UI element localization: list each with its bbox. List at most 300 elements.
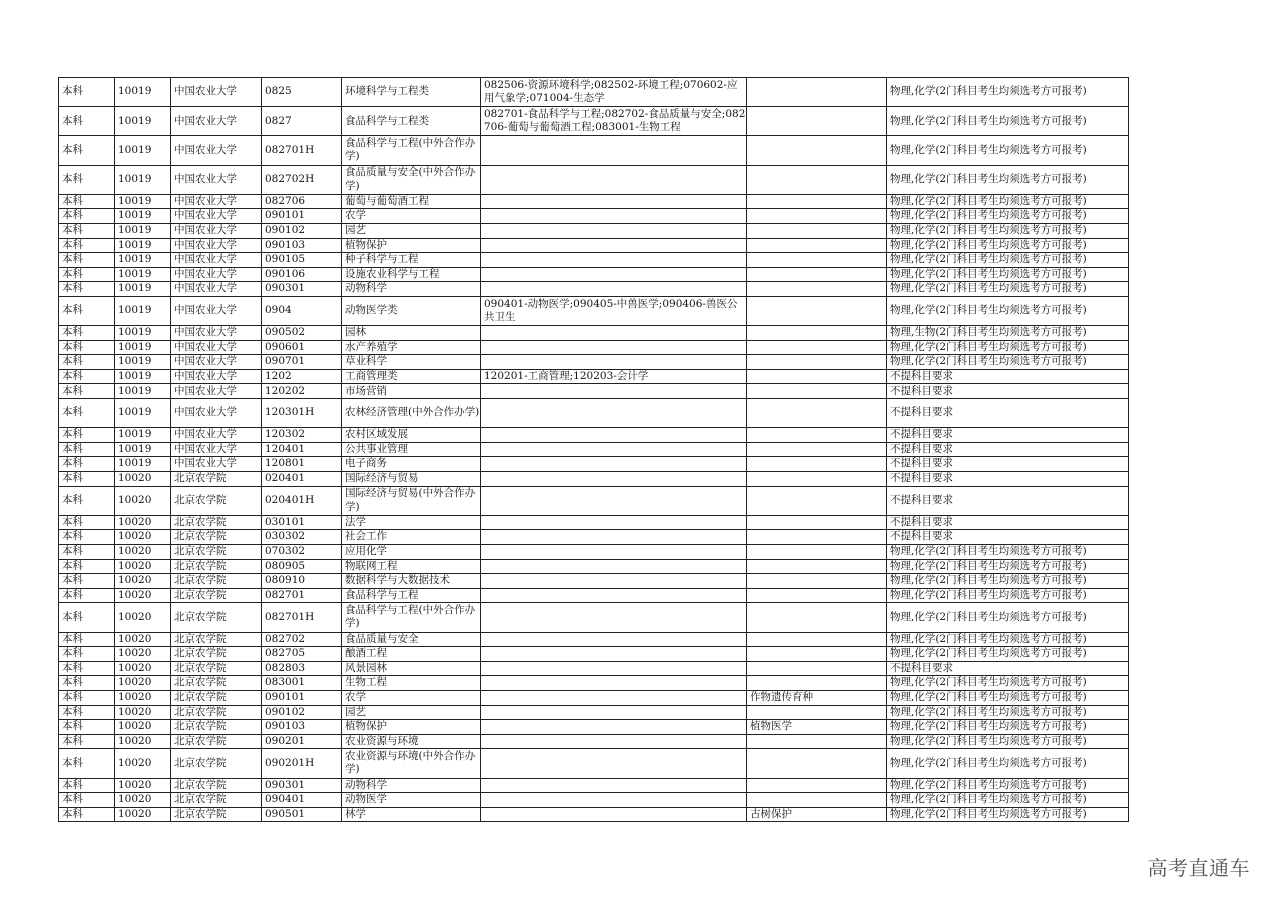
cell-major-name: 植物保护 <box>342 238 481 253</box>
cell-remark <box>747 384 887 399</box>
cell-school-name: 北京农学院 <box>171 632 262 647</box>
cell-subject-requirement: 物理,化学(2门科目考生均须选考方可报考) <box>887 282 1129 297</box>
cell-major-code: 0825 <box>262 78 342 107</box>
cell-level: 本科 <box>59 603 115 632</box>
cell-remark <box>747 165 887 194</box>
cell-level: 本科 <box>59 428 115 443</box>
cell-remark <box>747 632 887 647</box>
table-row <box>59 661 1129 676</box>
cell-school-code: 10020 <box>115 793 171 808</box>
cell-remark <box>747 588 887 603</box>
cell-included-majors <box>481 267 747 282</box>
watermark: 高考直通车 <box>1147 856 1250 880</box>
cell-school-name: 中国农业大学 <box>171 355 262 370</box>
cell-level: 本科 <box>59 545 115 560</box>
cell-remark <box>747 574 887 589</box>
cell-remark <box>747 515 887 530</box>
cell-level: 本科 <box>59 632 115 647</box>
cell-school-name: 北京农学院 <box>171 647 262 662</box>
cell-subject-requirement: 物理,化学(2门科目考生均须选考方可报考) <box>887 749 1129 778</box>
cell-school-name: 中国农业大学 <box>171 442 262 457</box>
cell-included-majors <box>481 778 747 793</box>
cell-school-code: 10020 <box>115 661 171 676</box>
cell-school-code: 10019 <box>115 282 171 297</box>
table-row <box>59 165 1129 194</box>
cell-subject-requirement: 不提科目要求 <box>887 486 1129 515</box>
cell-remark <box>747 340 887 355</box>
table-row <box>59 705 1129 720</box>
cell-major-code: 082706 <box>262 194 342 209</box>
cell-school-code: 10020 <box>115 486 171 515</box>
cell-included-majors <box>481 340 747 355</box>
cell-remark <box>747 486 887 515</box>
cell-remark <box>747 238 887 253</box>
cell-major-name: 应用化学 <box>342 545 481 560</box>
cell-level: 本科 <box>59 107 115 136</box>
cell-school-code: 10020 <box>115 749 171 778</box>
cell-school-code: 10020 <box>115 720 171 735</box>
cell-school-code: 10020 <box>115 515 171 530</box>
cell-school-name: 北京农学院 <box>171 545 262 560</box>
table-row <box>59 296 1129 325</box>
table-row <box>59 428 1129 443</box>
cell-level: 本科 <box>59 165 115 194</box>
cell-school-name: 中国农业大学 <box>171 326 262 341</box>
cell-level: 本科 <box>59 340 115 355</box>
cell-level: 本科 <box>59 676 115 691</box>
cell-school-code: 10019 <box>115 340 171 355</box>
cell-level: 本科 <box>59 355 115 370</box>
table-row <box>59 559 1129 574</box>
cell-major-code: 090201H <box>262 749 342 778</box>
cell-major-name: 工商管理类 <box>342 369 481 384</box>
cell-major-code: 090101 <box>262 690 342 705</box>
cell-subject-requirement: 不提科目要求 <box>887 661 1129 676</box>
cell-remark <box>747 793 887 808</box>
cell-major-name: 食品科学与工程 <box>342 588 481 603</box>
cell-major-code: 082803 <box>262 661 342 676</box>
cell-school-code: 10019 <box>115 457 171 472</box>
cell-major-name: 葡萄与葡萄酒工程 <box>342 194 481 209</box>
cell-major-name: 草业科学 <box>342 355 481 370</box>
cell-included-majors <box>481 209 747 224</box>
table-row <box>59 238 1129 253</box>
cell-subject-requirement: 物理,化学(2门科目考生均须选考方可报考) <box>887 574 1129 589</box>
table-row <box>59 515 1129 530</box>
cell-school-name: 中国农业大学 <box>171 457 262 472</box>
cell-major-name: 食品科学与工程(中外合作办学) <box>342 603 481 632</box>
cell-school-name: 北京农学院 <box>171 661 262 676</box>
table-row <box>59 78 1129 107</box>
cell-included-majors <box>481 326 747 341</box>
table-row <box>59 442 1129 457</box>
table-row <box>59 486 1129 515</box>
cell-major-name: 园艺 <box>342 223 481 238</box>
cell-remark <box>747 399 887 428</box>
cell-remark <box>747 530 887 545</box>
cell-included-majors <box>481 223 747 238</box>
cell-school-name: 中国农业大学 <box>171 267 262 282</box>
table-row <box>59 223 1129 238</box>
cell-included-majors <box>481 515 747 530</box>
table-row <box>59 355 1129 370</box>
cell-remark <box>747 442 887 457</box>
cell-school-name: 北京农学院 <box>171 559 262 574</box>
cell-major-code: 090102 <box>262 223 342 238</box>
cell-major-name: 电子商务 <box>342 457 481 472</box>
cell-level: 本科 <box>59 223 115 238</box>
cell-level: 本科 <box>59 282 115 297</box>
cell-subject-requirement: 物理,生物(2门科目考生均须选考方可报考) <box>887 326 1129 341</box>
cell-school-code: 10019 <box>115 209 171 224</box>
cell-level: 本科 <box>59 296 115 325</box>
cell-school-name: 中国农业大学 <box>171 165 262 194</box>
table-row <box>59 340 1129 355</box>
cell-included-majors <box>481 472 747 487</box>
cell-major-code: 090101 <box>262 209 342 224</box>
cell-included-majors <box>481 545 747 560</box>
cell-level: 本科 <box>59 238 115 253</box>
cell-major-code: 082701 <box>262 588 342 603</box>
cell-remark <box>747 107 887 136</box>
cell-subject-requirement: 物理,化学(2门科目考生均须选考方可报考) <box>887 720 1129 735</box>
cell-school-code: 10019 <box>115 428 171 443</box>
cell-major-code: 090401 <box>262 793 342 808</box>
cell-level: 本科 <box>59 705 115 720</box>
table-row <box>59 136 1129 165</box>
cell-level: 本科 <box>59 253 115 268</box>
cell-school-code: 10019 <box>115 194 171 209</box>
cell-school-code: 10019 <box>115 399 171 428</box>
cell-major-code: 083001 <box>262 676 342 691</box>
cell-major-name: 食品科学与工程(中外合作办学) <box>342 136 481 165</box>
cell-subject-requirement: 物理,化学(2门科目考生均须选考方可报考) <box>887 588 1129 603</box>
cell-major-code: 082705 <box>262 647 342 662</box>
cell-subject-requirement: 物理,化学(2门科目考生均须选考方可报考) <box>887 690 1129 705</box>
cell-major-name: 植物保护 <box>342 720 481 735</box>
cell-included-majors <box>481 238 747 253</box>
cell-subject-requirement: 不提科目要求 <box>887 369 1129 384</box>
cell-remark <box>747 457 887 472</box>
cell-major-name: 生物工程 <box>342 676 481 691</box>
cell-remark <box>747 472 887 487</box>
cell-school-name: 北京农学院 <box>171 588 262 603</box>
cell-remark <box>747 778 887 793</box>
cell-remark <box>747 369 887 384</box>
cell-school-name: 中国农业大学 <box>171 238 262 253</box>
cell-included-majors: 090401-动物医学;090405-中兽医学;090406-兽医公共卫生 <box>481 296 747 325</box>
cell-major-name: 林学 <box>342 807 481 822</box>
cell-school-name: 中国农业大学 <box>171 340 262 355</box>
cell-remark <box>747 253 887 268</box>
cell-level: 本科 <box>59 588 115 603</box>
cell-school-code: 10019 <box>115 253 171 268</box>
cell-major-name: 农村区域发展 <box>342 428 481 443</box>
cell-major-code: 120202 <box>262 384 342 399</box>
cell-level: 本科 <box>59 530 115 545</box>
cell-included-majors <box>481 165 747 194</box>
cell-school-name: 北京农学院 <box>171 720 262 735</box>
cell-school-name: 中国农业大学 <box>171 399 262 428</box>
cell-included-majors <box>481 676 747 691</box>
cell-school-code: 10019 <box>115 326 171 341</box>
cell-major-code: 0827 <box>262 107 342 136</box>
cell-school-name: 北京农学院 <box>171 807 262 822</box>
table-row <box>59 807 1129 822</box>
table-row <box>59 734 1129 749</box>
cell-major-code: 090102 <box>262 705 342 720</box>
cell-major-name: 水产养殖学 <box>342 340 481 355</box>
cell-school-name: 北京农学院 <box>171 486 262 515</box>
cell-level: 本科 <box>59 457 115 472</box>
cell-included-majors <box>481 384 747 399</box>
cell-subject-requirement: 不提科目要求 <box>887 428 1129 443</box>
cell-major-name: 种子科学与工程 <box>342 253 481 268</box>
cell-level: 本科 <box>59 515 115 530</box>
cell-major-code: 090502 <box>262 326 342 341</box>
cell-school-code: 10019 <box>115 384 171 399</box>
cell-school-code: 10020 <box>115 690 171 705</box>
enrollment-table <box>58 77 1129 822</box>
cell-school-code: 10020 <box>115 603 171 632</box>
cell-major-code: 020401H <box>262 486 342 515</box>
cell-major-code: 090301 <box>262 282 342 297</box>
cell-included-majors <box>481 399 747 428</box>
cell-major-code: 090701 <box>262 355 342 370</box>
cell-school-code: 10020 <box>115 676 171 691</box>
cell-included-majors: 082701-食品科学与工程;082702-食品质量与安全;082706-葡萄与葡萄酒工程;083001-生物工程 <box>481 107 747 136</box>
table-row <box>59 282 1129 297</box>
cell-school-name: 北京农学院 <box>171 734 262 749</box>
cell-school-code: 10019 <box>115 296 171 325</box>
cell-level: 本科 <box>59 326 115 341</box>
cell-school-code: 10020 <box>115 647 171 662</box>
cell-school-name: 中国农业大学 <box>171 78 262 107</box>
table-row <box>59 194 1129 209</box>
table-row <box>59 399 1129 428</box>
cell-included-majors <box>481 749 747 778</box>
cell-school-name: 中国农业大学 <box>171 428 262 443</box>
cell-included-majors <box>481 632 747 647</box>
cell-remark <box>747 78 887 107</box>
cell-school-name: 中国农业大学 <box>171 194 262 209</box>
cell-level: 本科 <box>59 807 115 822</box>
cell-subject-requirement: 物理,化学(2门科目考生均须选考方可报考) <box>887 545 1129 560</box>
cell-subject-requirement: 物理,化学(2门科目考生均须选考方可报考) <box>887 238 1129 253</box>
cell-remark <box>747 428 887 443</box>
cell-remark <box>747 545 887 560</box>
cell-school-name: 中国农业大学 <box>171 282 262 297</box>
cell-remark: 植物医学 <box>747 720 887 735</box>
cell-remark <box>747 355 887 370</box>
cell-subject-requirement: 不提科目要求 <box>887 442 1129 457</box>
cell-major-name: 公共事业管理 <box>342 442 481 457</box>
table-row <box>59 588 1129 603</box>
cell-major-code: 1202 <box>262 369 342 384</box>
cell-level: 本科 <box>59 647 115 662</box>
table-row <box>59 676 1129 691</box>
cell-major-code: 090103 <box>262 238 342 253</box>
cell-subject-requirement: 物理,化学(2门科目考生均须选考方可报考) <box>887 603 1129 632</box>
cell-subject-requirement: 不提科目要求 <box>887 384 1129 399</box>
cell-school-name: 北京农学院 <box>171 690 262 705</box>
table-row <box>59 545 1129 560</box>
cell-major-name: 风景园林 <box>342 661 481 676</box>
cell-school-code: 10019 <box>115 442 171 457</box>
cell-level: 本科 <box>59 778 115 793</box>
cell-major-code: 030101 <box>262 515 342 530</box>
cell-subject-requirement: 物理,化学(2门科目考生均须选考方可报考) <box>887 194 1129 209</box>
cell-major-code: 082702 <box>262 632 342 647</box>
cell-major-code: 090105 <box>262 253 342 268</box>
table-row <box>59 574 1129 589</box>
cell-subject-requirement: 物理,化学(2门科目考生均须选考方可报考) <box>887 778 1129 793</box>
cell-school-code: 10020 <box>115 778 171 793</box>
cell-major-code: 080910 <box>262 574 342 589</box>
cell-school-code: 10020 <box>115 545 171 560</box>
cell-major-name: 国际经济与贸易 <box>342 472 481 487</box>
cell-major-name: 酿酒工程 <box>342 647 481 662</box>
cell-major-name: 国际经济与贸易(中外合作办学) <box>342 486 481 515</box>
cell-major-name: 动物科学 <box>342 282 481 297</box>
cell-major-name: 市场营销 <box>342 384 481 399</box>
cell-included-majors <box>481 530 747 545</box>
cell-major-code: 082701H <box>262 603 342 632</box>
cell-remark: 作物遗传育种 <box>747 690 887 705</box>
table-row <box>59 209 1129 224</box>
cell-included-majors <box>481 253 747 268</box>
cell-included-majors <box>481 647 747 662</box>
table-row <box>59 793 1129 808</box>
cell-level: 本科 <box>59 574 115 589</box>
cell-included-majors <box>481 428 747 443</box>
cell-subject-requirement: 物理,化学(2门科目考生均须选考方可报考) <box>887 734 1129 749</box>
cell-major-name: 动物医学类 <box>342 296 481 325</box>
table-body <box>59 78 1129 822</box>
cell-major-code: 020401 <box>262 472 342 487</box>
cell-major-code: 080905 <box>262 559 342 574</box>
cell-school-code: 10019 <box>115 267 171 282</box>
cell-level: 本科 <box>59 399 115 428</box>
cell-level: 本科 <box>59 720 115 735</box>
cell-school-code: 10019 <box>115 369 171 384</box>
cell-included-majors <box>481 457 747 472</box>
cell-remark <box>747 296 887 325</box>
cell-school-code: 10019 <box>115 107 171 136</box>
cell-school-name: 中国农业大学 <box>171 107 262 136</box>
cell-school-code: 10019 <box>115 78 171 107</box>
cell-remark <box>747 223 887 238</box>
cell-level: 本科 <box>59 369 115 384</box>
cell-remark <box>747 267 887 282</box>
cell-remark <box>747 559 887 574</box>
table-row <box>59 472 1129 487</box>
table-row <box>59 749 1129 778</box>
cell-remark <box>747 661 887 676</box>
cell-subject-requirement: 物理,化学(2门科目考生均须选考方可报考) <box>887 107 1129 136</box>
cell-school-name: 中国农业大学 <box>171 296 262 325</box>
cell-school-code: 10020 <box>115 705 171 720</box>
cell-remark <box>747 734 887 749</box>
cell-major-name: 动物科学 <box>342 778 481 793</box>
cell-included-majors <box>481 559 747 574</box>
cell-included-majors <box>481 690 747 705</box>
cell-level: 本科 <box>59 136 115 165</box>
cell-subject-requirement: 物理,化学(2门科目考生均须选考方可报考) <box>887 647 1129 662</box>
cell-school-name: 中国农业大学 <box>171 136 262 165</box>
cell-major-code: 090301 <box>262 778 342 793</box>
cell-subject-requirement: 物理,化学(2门科目考生均须选考方可报考) <box>887 340 1129 355</box>
cell-school-code: 10019 <box>115 136 171 165</box>
cell-subject-requirement: 物理,化学(2门科目考生均须选考方可报考) <box>887 807 1129 822</box>
cell-major-code: 120301H <box>262 399 342 428</box>
cell-level: 本科 <box>59 472 115 487</box>
cell-school-code: 10020 <box>115 559 171 574</box>
cell-included-majors <box>481 793 747 808</box>
cell-included-majors <box>481 807 747 822</box>
cell-major-name: 动物医学 <box>342 793 481 808</box>
cell-subject-requirement: 物理,化学(2门科目考生均须选考方可报考) <box>887 355 1129 370</box>
table-row <box>59 690 1129 705</box>
cell-major-code: 090106 <box>262 267 342 282</box>
table-row <box>59 253 1129 268</box>
cell-level: 本科 <box>59 78 115 107</box>
cell-included-majors <box>481 574 747 589</box>
cell-major-name: 农学 <box>342 209 481 224</box>
cell-subject-requirement: 物理,化学(2门科目考生均须选考方可报考) <box>887 705 1129 720</box>
cell-major-name: 设施农业科学与工程 <box>342 267 481 282</box>
cell-major-code: 070302 <box>262 545 342 560</box>
cell-level: 本科 <box>59 661 115 676</box>
cell-subject-requirement: 不提科目要求 <box>887 457 1129 472</box>
cell-subject-requirement: 物理,化学(2门科目考生均须选考方可报考) <box>887 632 1129 647</box>
cell-remark <box>747 209 887 224</box>
cell-school-code: 10019 <box>115 238 171 253</box>
cell-school-name: 中国农业大学 <box>171 369 262 384</box>
cell-major-name: 环境科学与工程类 <box>342 78 481 107</box>
cell-level: 本科 <box>59 486 115 515</box>
cell-major-name: 食品科学与工程类 <box>342 107 481 136</box>
cell-major-code: 082701H <box>262 136 342 165</box>
table-row <box>59 778 1129 793</box>
cell-school-code: 10020 <box>115 574 171 589</box>
cell-major-code: 0904 <box>262 296 342 325</box>
cell-remark <box>747 749 887 778</box>
cell-level: 本科 <box>59 267 115 282</box>
cell-major-name: 物联网工程 <box>342 559 481 574</box>
cell-school-name: 北京农学院 <box>171 676 262 691</box>
cell-school-code: 10019 <box>115 223 171 238</box>
table-row <box>59 384 1129 399</box>
cell-subject-requirement: 不提科目要求 <box>887 515 1129 530</box>
table-row <box>59 720 1129 735</box>
cell-school-code: 10020 <box>115 632 171 647</box>
cell-subject-requirement: 物理,化学(2门科目考生均须选考方可报考) <box>887 296 1129 325</box>
cell-remark <box>747 603 887 632</box>
cell-major-name: 食品质量与安全 <box>342 632 481 647</box>
cell-level: 本科 <box>59 793 115 808</box>
cell-subject-requirement: 物理,化学(2门科目考生均须选考方可报考) <box>887 78 1129 107</box>
cell-level: 本科 <box>59 559 115 574</box>
cell-school-name: 北京农学院 <box>171 793 262 808</box>
cell-school-name: 北京农学院 <box>171 574 262 589</box>
cell-included-majors <box>481 282 747 297</box>
cell-included-majors: 120201-工商管理;120203-会计学 <box>481 369 747 384</box>
cell-major-code: 090201 <box>262 734 342 749</box>
cell-major-code: 082702H <box>262 165 342 194</box>
table-row <box>59 603 1129 632</box>
cell-subject-requirement: 物理,化学(2门科目考生均须选考方可报考) <box>887 136 1129 165</box>
